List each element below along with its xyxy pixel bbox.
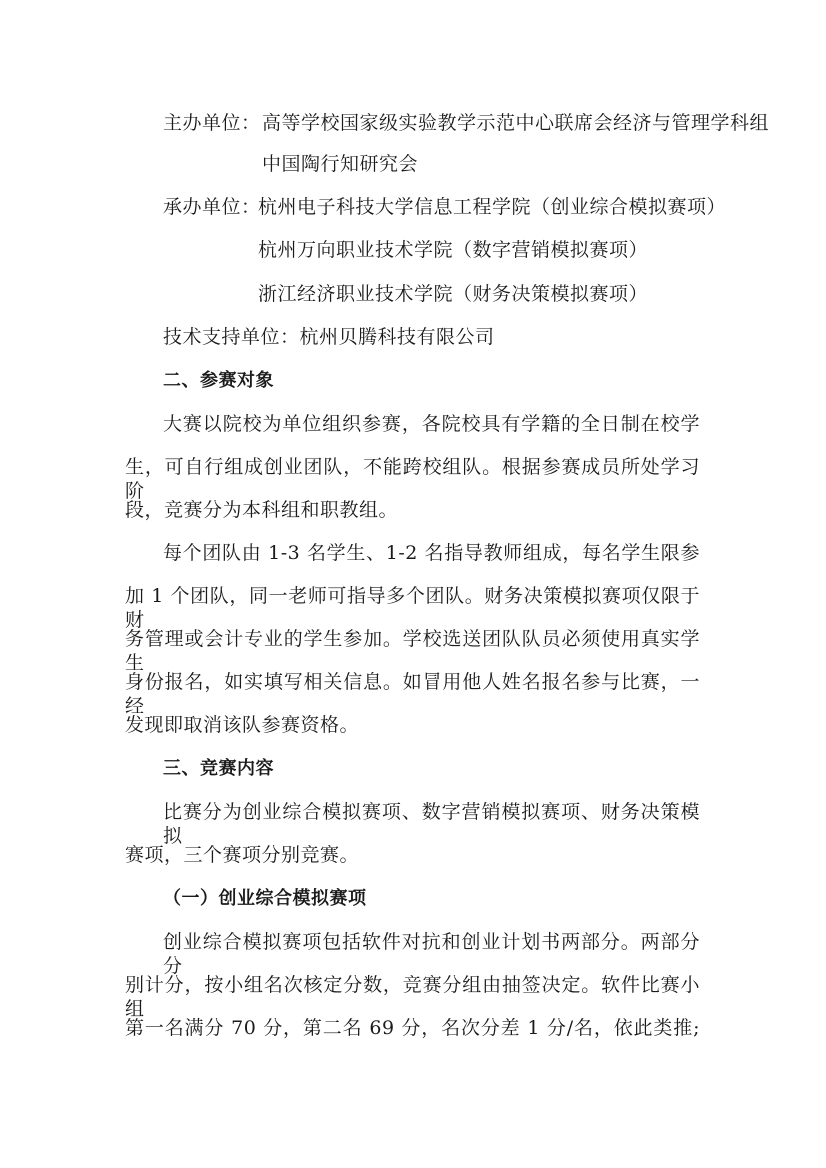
section-2-p2-line-5: 发现即取消该队参赛资格。 (125, 714, 360, 736)
section-3-sub-heading: （一）创业综合模拟赛项 (163, 888, 367, 909)
host-organizer-line-1: 高等学校国家级实验教学示范中心联席会经济与管理学科组 (262, 112, 770, 134)
section-3-p2-line-3: 第一名满分 70 分，第二名 69 分，名次分差 1 分/名，依此类推; (125, 1017, 700, 1039)
section-2-p2-line-4: 身份报名，如实填写相关信息。如冒用他人姓名报名参与比赛，一经 (125, 671, 700, 717)
section-2-p1-line-1: 大赛以院校为单位组织参赛，各院校具有学籍的全日制在校学 (163, 413, 700, 435)
co-organizer-line-1: 杭州电子科技大学信息工程学院（创业综合模拟赛项） (258, 196, 727, 218)
section-2-p2-line-1: 每个团队由 1-3 名学生、1-2 名指导教师组成，每名学生限参 (163, 542, 700, 564)
section-3-heading: 三、竞赛内容 (163, 758, 274, 779)
section-2-p2-line-2: 加 1 个团队，同一老师可指导多个团队。财务决策模拟赛项仅限于财 (125, 585, 700, 631)
section-3-p2-line-1: 创业综合模拟赛项包括软件对抗和创业计划书两部分。两部分分 (163, 931, 700, 977)
section-3-p1-line-2: 赛项，三个赛项分别竞赛。 (125, 844, 360, 866)
host-organizer-label: 主办单位： (163, 112, 261, 134)
host-organizer-line-2: 中国陶行知研究会 (262, 153, 419, 175)
section-2-p2-line-3: 务管理或会计专业的学生参加。学校选送团队队员必须使用真实学生 (125, 628, 700, 674)
co-organizer-line-2: 杭州万向职业技术学院（数字营销模拟赛项） (258, 239, 649, 261)
co-organizer-line-3: 浙江经济职业技术学院（财务决策模拟赛项） (258, 283, 649, 305)
section-2-heading: 二、参赛对象 (163, 370, 274, 391)
tech-support-line: 技术支持单位：杭州贝腾科技有限公司 (163, 326, 495, 348)
co-organizer-label: 承办单位： (163, 196, 261, 218)
section-2-p1-line-2: 生，可自行组成创业团队，不能跨校组队。根据参赛成员所处学习阶 (125, 456, 700, 502)
section-2-p1-line-3: 段，竞赛分为本科组和职教组。 (125, 499, 399, 521)
section-3-p1-line-1: 比赛分为创业综合模拟赛项、数字营销模拟赛项、财务决策模拟 (163, 801, 700, 847)
section-3-p2-line-2: 别计分，按小组名次核定分数，竞赛分组由抽签决定。软件比赛小组 (125, 974, 700, 1020)
